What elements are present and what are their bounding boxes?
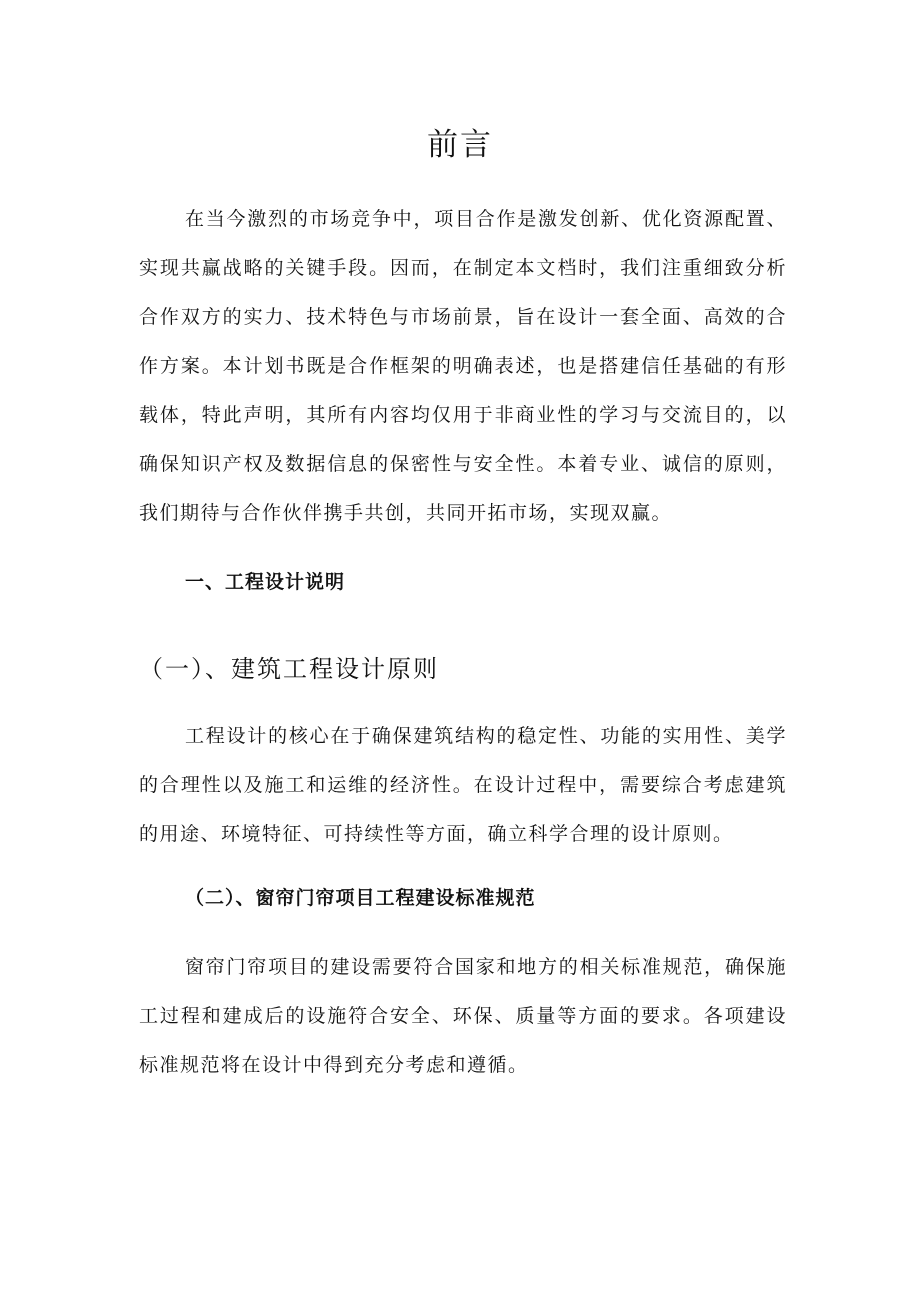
design-principles-paragraph: 工程设计的核心在于确保建筑结构的稳定性、功能的实用性、美学的合理性以及施工和运维的经济性。在设计过程中，需要综合考虑建筑的用途、环境特征、可持续性等方面，确立科学合理的设计原则。 xyxy=(139,725,787,845)
subsection-heading-design-principles: （一）、建筑工程设计原则 xyxy=(139,655,439,683)
page-title: 前言 xyxy=(427,127,493,163)
section-heading-engineering-design: 一、工程设计说明 xyxy=(185,571,346,593)
intro-paragraph: 在当今激烈的市场竞争中，项目合作是激发创新、优化资源配置、实现共赢战略的关键手段。因而，在制定本文档时，我们注重细致分析合作双方的实力、技术特色与市场前景，旨在设计一套全面、高效的合作方案。本计划书既是合作框架的明确表述，也是搭建信任基础的有形载体，特此声明，其所有内容均仅用于非商业性的学习与交流目的，以确保知识产权及数据信息的保密性与安全性。本着专业、诚信的原则，我们期待与合作伙伴携手共创，共同开拓市场，实现双赢。 xyxy=(139,208,787,524)
construction-standards-paragraph: 窗帘门帘项目的建设需要符合国家和地方的相关标准规范，确保施工过程和建成后的设施符合安全、环保、质量等方面的要求。各项建设标准规范将在设计中得到充分考虑和遵循。 xyxy=(139,956,787,1076)
subsection-heading-construction-standards: （二）、窗帘门帘项目工程建设标准规范 xyxy=(185,887,536,909)
